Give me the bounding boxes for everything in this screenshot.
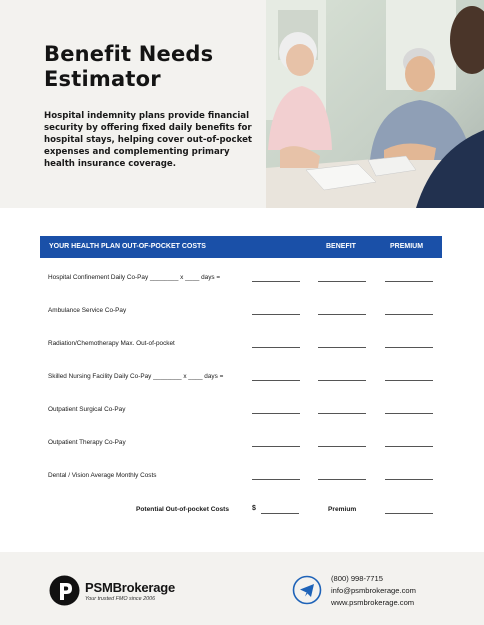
page-title: Benefit Needs Estimator: [44, 42, 214, 91]
intro-paragraph: Hospital indemnity plans provide financial security by offering fixed daily benefits for hospital stays, helping cover out-of-pocket expenses and complementing primary health insurance coverage.: [44, 111, 253, 169]
phone-number[interactable]: (800) 998-7715: [331, 574, 383, 583]
premium-blank[interactable]: [385, 347, 433, 348]
table-header: [40, 236, 442, 258]
table-row: [40, 438, 442, 450]
table-row: [40, 273, 442, 285]
cost-blank[interactable]: [252, 413, 300, 414]
total-premium-label: Premium: [328, 506, 357, 513]
benefit-blank[interactable]: [318, 314, 366, 315]
cost-blank[interactable]: [252, 446, 300, 447]
premium-blank[interactable]: [385, 413, 433, 414]
column-header-benefit: BENEFIT: [326, 243, 356, 250]
benefit-blank[interactable]: [318, 413, 366, 414]
row-label: Hospital Confinement Daily Co-Pay ________ x ____ days =: [48, 274, 221, 281]
website-link[interactable]: www.psmbrokerage.com: [331, 598, 415, 607]
row-label: Outpatient Therapy Co-Pay: [48, 439, 126, 446]
table-row: [40, 339, 442, 351]
total-costs-label: Potential Out-of-pocket Costs: [136, 506, 230, 513]
benefit-blank[interactable]: [318, 479, 366, 480]
premium-blank[interactable]: [385, 380, 433, 381]
total-premium-blank[interactable]: [385, 513, 433, 514]
table-row: [40, 372, 442, 384]
email-link[interactable]: info@psmbrokerage.com: [331, 586, 416, 595]
cost-blank[interactable]: [252, 281, 300, 282]
row-label: Dental / Vision Average Monthly Costs: [48, 472, 157, 479]
cost-blank[interactable]: [252, 347, 300, 348]
table-row: [40, 306, 442, 318]
brand-tagline: Your trusted FMO since 2006: [85, 596, 156, 602]
seniors-photo: [266, 0, 484, 208]
premium-blank[interactable]: [385, 446, 433, 447]
column-header-premium: PREMIUM: [390, 243, 424, 250]
benefit-blank[interactable]: [318, 281, 366, 282]
benefit-blank[interactable]: [318, 380, 366, 381]
premium-blank[interactable]: [385, 281, 433, 282]
cost-blank[interactable]: [252, 479, 300, 480]
row-label: Ambulance Service Co-Pay: [48, 307, 127, 314]
row-label: Radiation/Chemotherapy Max. Out-of-pocket: [48, 340, 175, 347]
total-cost-blank[interactable]: [261, 513, 299, 514]
benefit-blank[interactable]: [318, 347, 366, 348]
row-label: Outpatient Surgical Co-Pay: [48, 406, 126, 413]
psm-p-logo-icon: [49, 575, 80, 606]
brand-name: PSMBrokerage: [85, 580, 176, 595]
benefit-blank[interactable]: [318, 446, 366, 447]
table-row: [40, 471, 442, 483]
row-label: Skilled Nursing Facility Daily Co-Pay ________ x ____ days =: [48, 373, 224, 380]
cost-blank[interactable]: [252, 380, 300, 381]
table-row: [40, 405, 442, 417]
premium-blank[interactable]: [385, 479, 433, 480]
currency-symbol: $: [252, 505, 256, 512]
cost-blank[interactable]: [252, 314, 300, 315]
premium-blank[interactable]: [385, 314, 433, 315]
telegram-send-icon: [292, 575, 322, 605]
column-header-costs: YOUR HEALTH PLAN OUT-OF-POCKET COSTS: [49, 243, 206, 250]
